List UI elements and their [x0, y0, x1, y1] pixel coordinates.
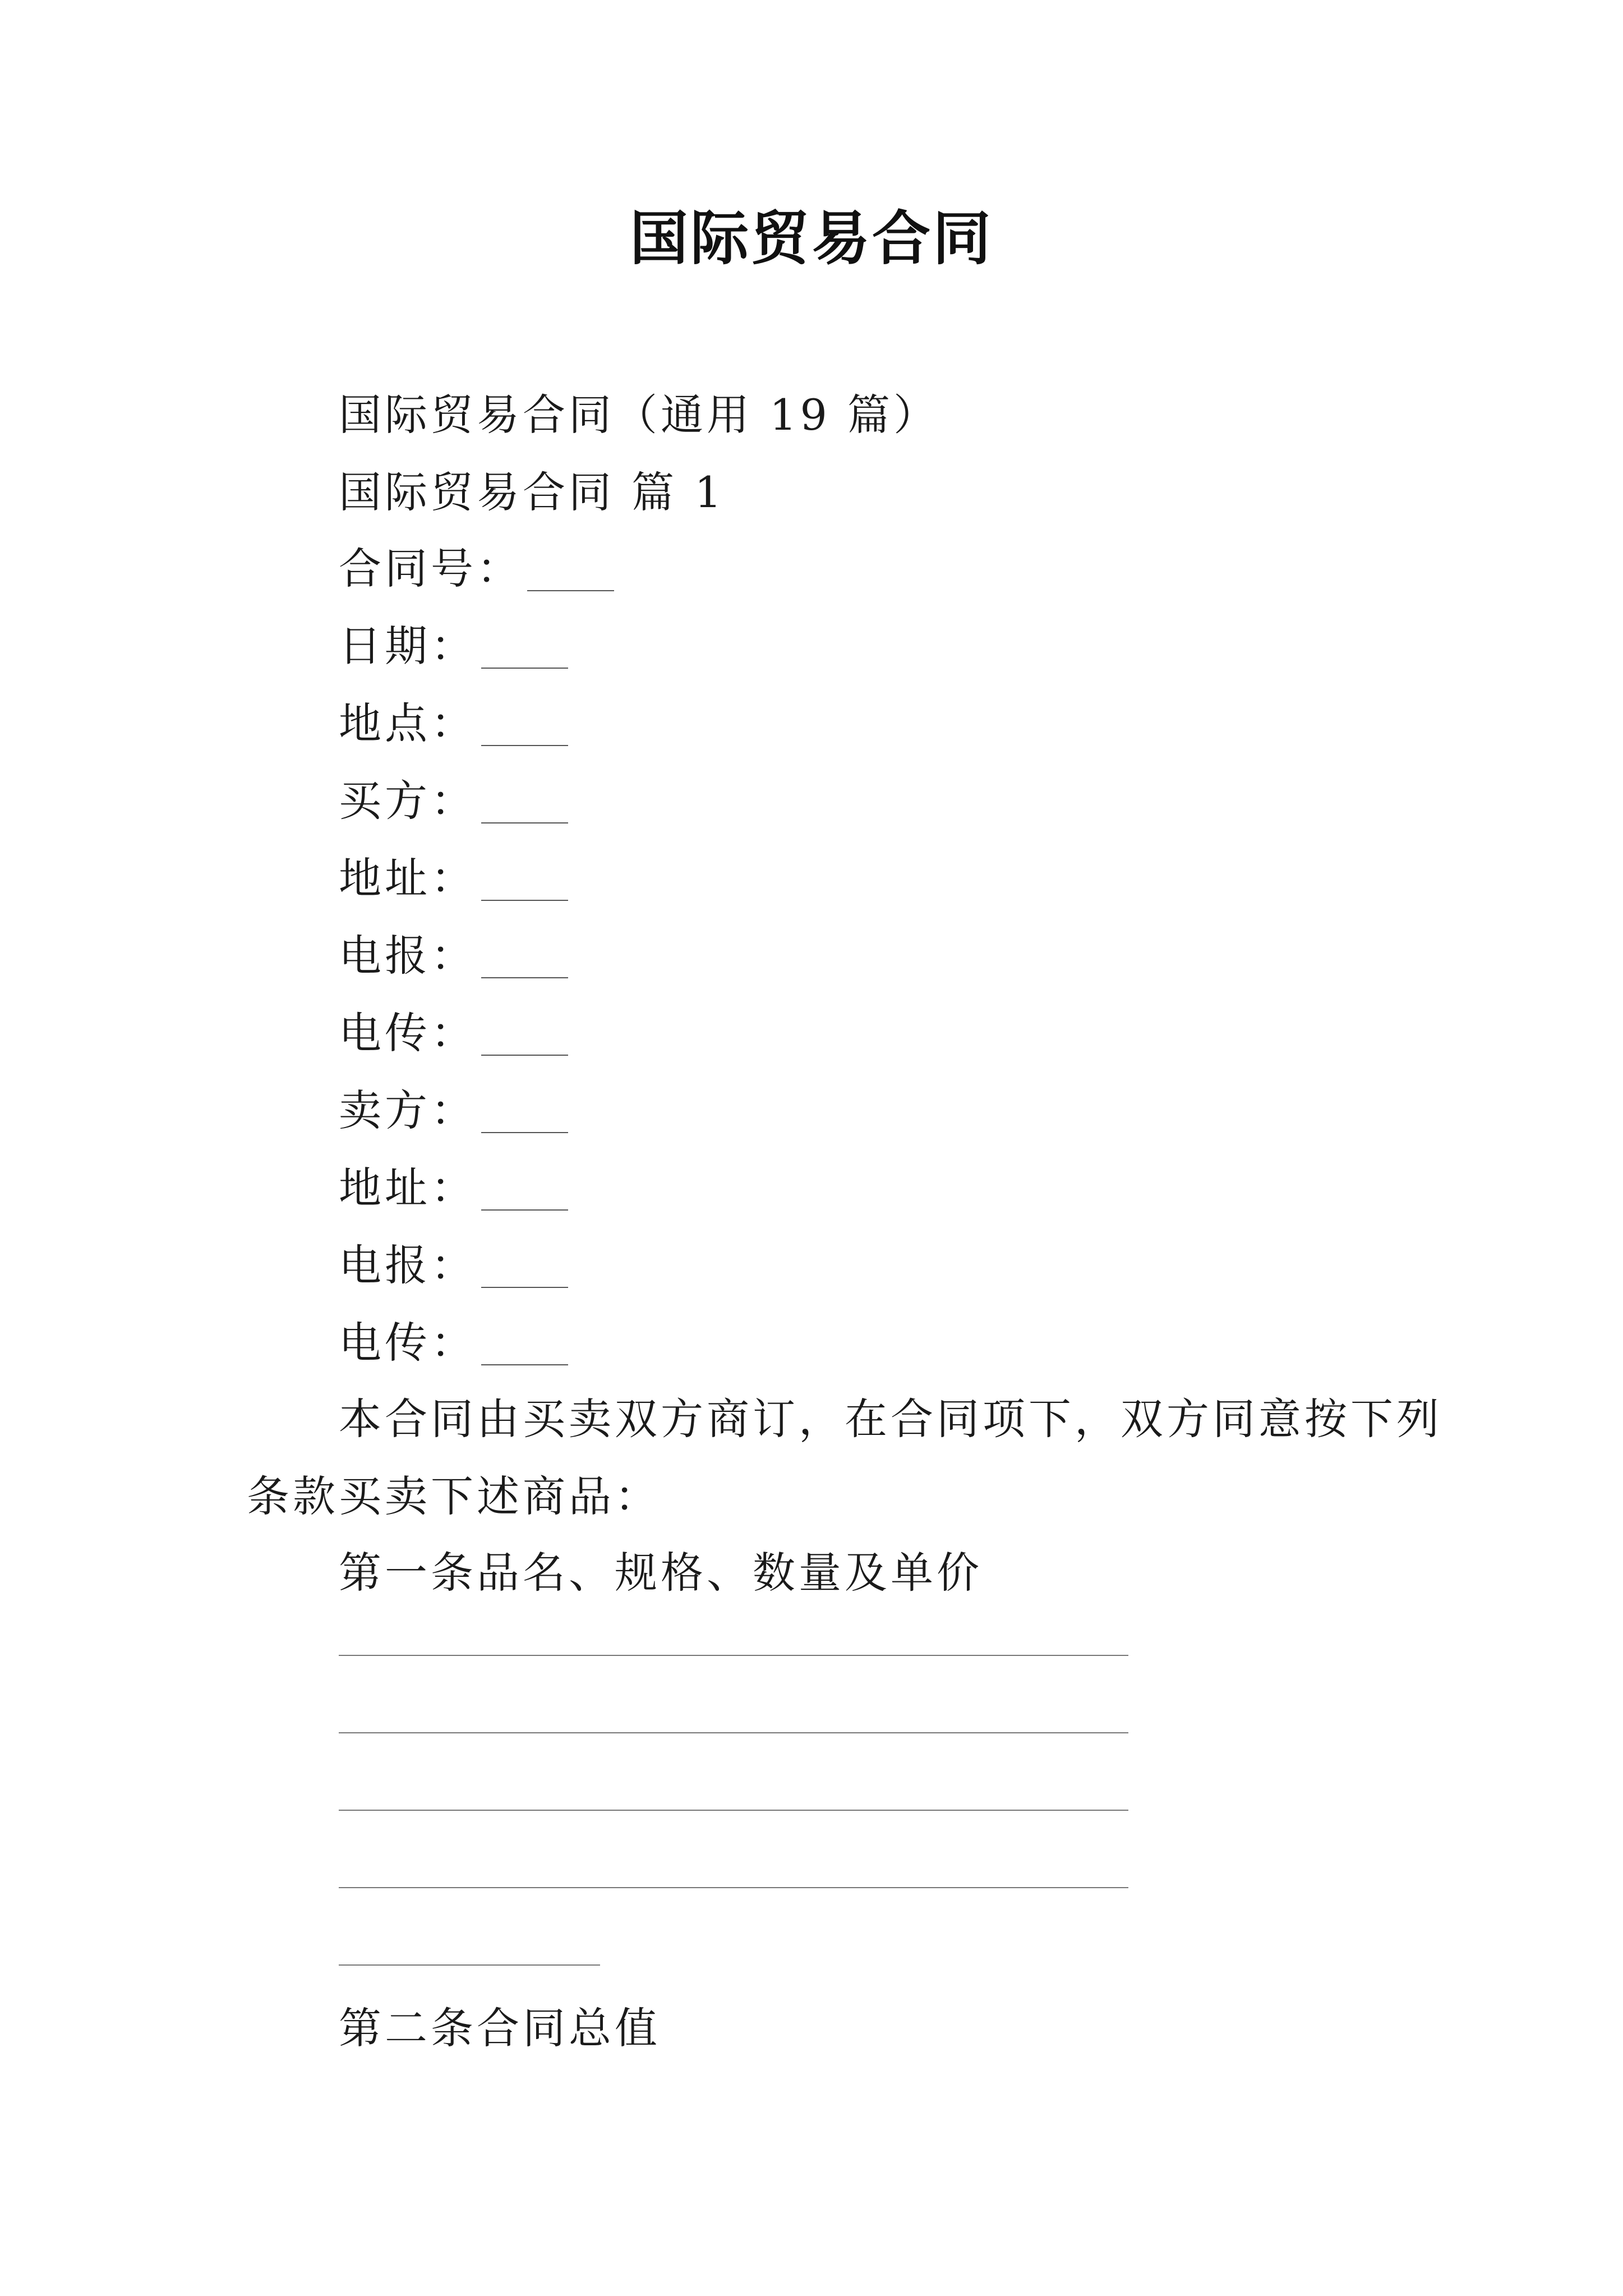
field-place — [339, 696, 568, 752]
field-contract-no — [339, 541, 614, 597]
field-label: 卖方： — [339, 1085, 477, 1135]
field-seller-address — [339, 1160, 568, 1216]
fill-in-blank — [481, 1285, 568, 1288]
document-subtitle: 国际贸易合同（通用 19 篇） — [339, 390, 940, 440]
article-2-heading: 第二条合同总值 — [339, 2003, 661, 2053]
field-label: 地址： — [339, 1163, 477, 1213]
article-1-heading: 第一条品名、规格、数量及单价 — [339, 1548, 983, 1598]
fill-in-blank — [481, 1207, 568, 1211]
fill-in-line — [339, 1810, 1128, 1811]
fill-in-blank — [527, 588, 614, 591]
fill-in-blank — [481, 1130, 568, 1133]
fill-in-line — [339, 1964, 600, 1966]
fill-in-blank — [481, 665, 568, 669]
fill-in-blank — [481, 898, 568, 901]
field-label: 电传： — [339, 1008, 477, 1058]
fill-in-blank — [481, 1362, 568, 1365]
document-title: 国际贸易合同 — [629, 204, 993, 273]
intro-paragraph-line-2: 条款买卖下述商品： — [247, 1471, 661, 1521]
section-heading: 国际贸易合同 篇 1 — [339, 467, 725, 517]
field-date — [339, 618, 568, 674]
fill-in-line — [339, 1887, 1128, 1888]
fill-in-blank — [481, 975, 568, 978]
fill-in-blank — [481, 1052, 568, 1056]
field-label: 合同号： — [339, 544, 523, 593]
field-seller-telex — [339, 1315, 568, 1371]
field-seller — [339, 1083, 568, 1139]
fill-in-blank — [481, 820, 568, 823]
field-label: 日期： — [339, 621, 477, 671]
fill-in-line — [339, 1732, 1128, 1733]
field-buyer — [339, 773, 568, 829]
field-label: 电报： — [339, 931, 477, 981]
field-label: 地址： — [339, 853, 477, 903]
field-label: 地点： — [339, 698, 477, 748]
field-buyer-address — [339, 850, 568, 907]
field-label: 电传： — [339, 1318, 477, 1368]
field-seller-cable — [339, 1237, 568, 1294]
field-buyer-telex — [339, 1005, 568, 1061]
field-label: 买方： — [339, 776, 477, 826]
field-label: 电报： — [339, 1240, 477, 1290]
field-buyer-cable — [339, 928, 568, 984]
fill-in-line — [339, 1655, 1128, 1656]
fill-in-blank — [481, 743, 568, 746]
intro-paragraph-line-1: 本合同由买卖双方商订，在合同项下，双方同意按下列 — [339, 1394, 1442, 1444]
